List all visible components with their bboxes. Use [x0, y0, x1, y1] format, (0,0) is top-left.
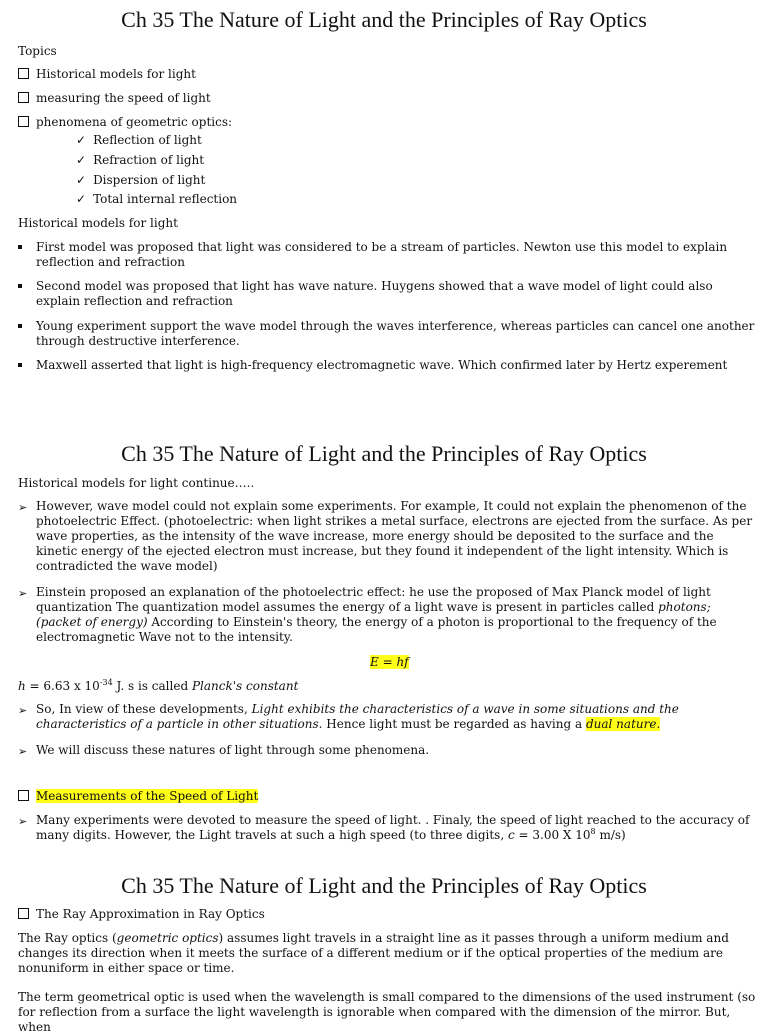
topic-item: phenomena of geometric optics:	[18, 115, 232, 130]
subtopic-item: ✓ Dispersion of light	[76, 173, 205, 188]
list-item: Maxwell asserted that light is high-frequency electromagnetic wave. Which confirmed later by Hertz experement	[18, 358, 758, 373]
planck-constant-line: h = 6.63 x $10^{-34}$ J. s is called Planck's constant	[18, 678, 299, 693]
subtopic-item: ✓ Total internal reflection	[76, 192, 237, 207]
section-heading: Historical models for light	[18, 216, 178, 230]
paragraph-geometric: The term geometrical optic is used when the wavelength is small compared to the dimensions of the used instrument (so for reflection from a surface the light wavelength is ignorable when compared with the dimension of the mirror. But, when	[18, 990, 756, 1034]
paragraph-photoelectric: ➢ However, wave model could not explain some experiments. For example, It could not explain the phenomenon of the photoelectric Effect. (photoelectric: when light strikes a metal surface, electrons are ejected from the surface. As per wave properties, as the intensity of the wave increase, more energy should be deposited to the surface and the kinetic energy of the ejected electron must increase, but they found it independent of the light intensity. Which is contradicted the wave model)	[18, 499, 753, 573]
checkbox-icon	[18, 68, 29, 79]
slide-1	[0, 6, 768, 372]
list-item: Second model was proposed that light has wave nature. Huygens showed that a wave model of light could also explain reflection and refraction	[18, 279, 758, 309]
slide-2	[0, 440, 768, 842]
arrow-bullet-icon: ➢	[18, 587, 28, 600]
arrow-bullet-icon: ➢	[18, 745, 28, 758]
checkbox-icon	[18, 116, 29, 127]
slide-1-title: Ch 35 The Nature of Light and the Principles of Ray Optics	[121, 7, 647, 32]
subtopic-item: ✓ Reflection of light	[76, 133, 202, 148]
subheading: Historical models for light continue…..	[18, 476, 255, 490]
arrow-bullet-icon: ➢	[18, 815, 28, 828]
slide-3	[0, 872, 768, 1034]
checkbox-icon	[18, 790, 29, 801]
speed-heading: Measurements of the Speed of Light	[18, 789, 258, 804]
energy-equation: E = hf	[370, 655, 409, 669]
topic-item: Historical models for light	[18, 67, 196, 82]
list-item: First model was proposed that light was considered to be a stream of particles. Newton use this model to explain reflection and refraction	[18, 240, 758, 270]
slide-2-title: Ch 35 The Nature of Light and the Principles of Ray Optics	[121, 441, 647, 466]
paragraph-speed: ➢ Many experiments were devoted to measure the speed of light. . Finaly, the speed of light reached to the accuracy of many digits. However, the Light travels at such a high speed (to three digits, c = 3.00 X $10^8$ m/s)	[18, 813, 750, 842]
topics-heading: Topics	[18, 44, 57, 58]
paragraph-dual-nature: ➢ So, In view of these developments, Light exhibits the characteristics of a wave in some situations and the characteristics of a particle in other situations. Hence light must be regarded as having a dual nature.	[18, 702, 679, 731]
paragraph-phenomena: ➢ We will discuss these natures of light through some phenomena.	[18, 743, 430, 758]
ray-heading: The Ray Approximation in Ray Optics	[18, 907, 265, 922]
slide-3-title: Ch 35 The Nature of Light and the Principles of Ray Optics	[121, 873, 647, 898]
paragraph-einstein: ➢ Einstein proposed an explanation of the photoelectric effect: he use the proposed of Max Planck model of light quantization The quantization model assumes the energy of a light wave is present in particles called photons; (packet of energy) According to Einstein's theory, the energy of a photon is proportional to the frequency of the electromagnetic Wave not to the intensity.	[18, 585, 717, 644]
list-item: Young experiment support the wave model through the waves interference, whereas particles can cancel one another through destructive interference.	[18, 319, 758, 349]
checkbox-icon	[18, 92, 29, 103]
paragraph-ray-optics: The Ray optics (geometric optics) assumes light travels in a straight line as it passes through a uniform medium and changes its direction when it meets the surface of a different medium or if the optical properties of the medium are nonuniform in either space or time.	[18, 931, 729, 975]
subtopic-item: ✓ Refraction of light	[76, 153, 204, 168]
arrow-bullet-icon: ➢	[18, 704, 28, 717]
topic-item: measuring the speed of light	[18, 91, 211, 106]
checkbox-icon	[18, 908, 29, 919]
arrow-bullet-icon: ➢	[18, 501, 28, 514]
